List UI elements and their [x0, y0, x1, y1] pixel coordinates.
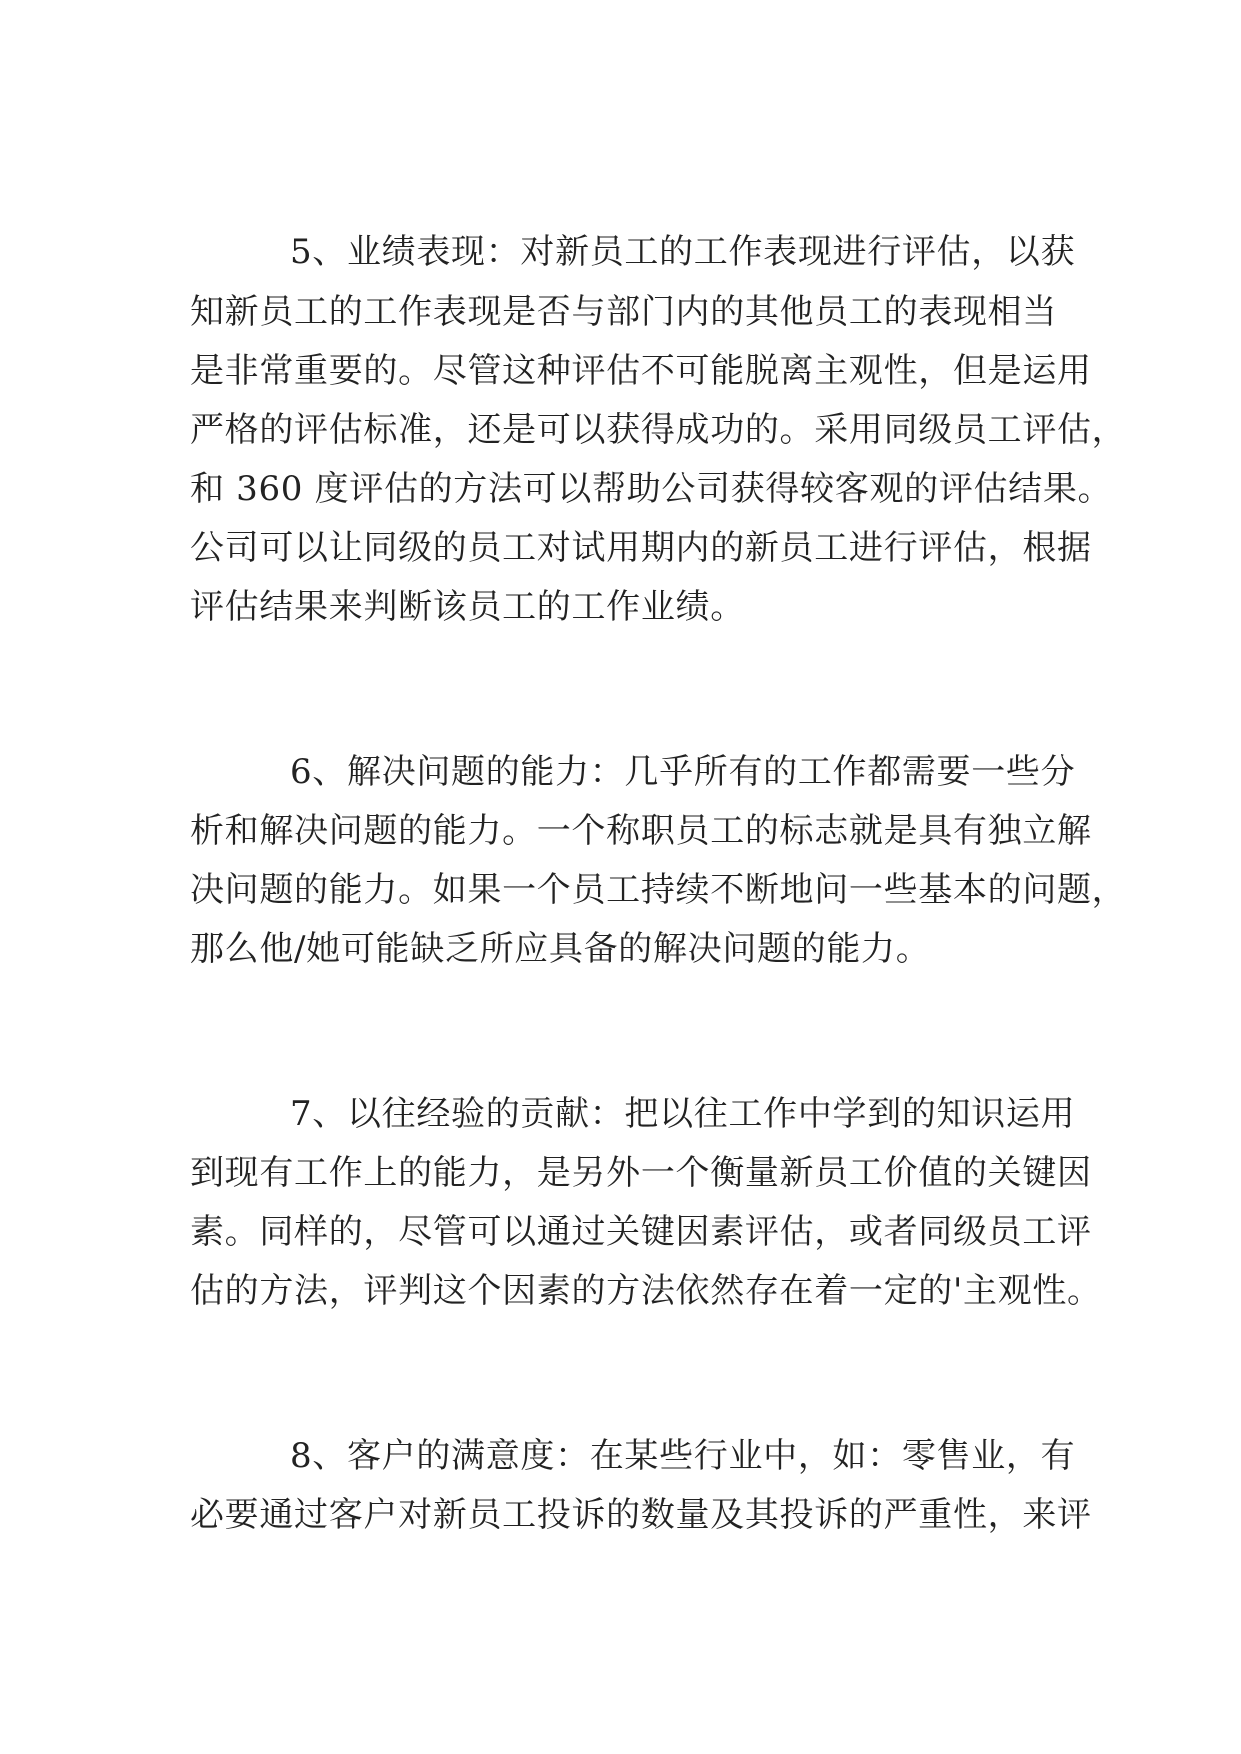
- paragraph-line: 是非常重要的。尽管这种评估不可能脱离主观性，但是运用: [190, 351, 1092, 391]
- paragraph-line: 素。同样的，尽管可以通过关键因素评估，或者同级员工评: [190, 1212, 1092, 1252]
- paragraph-line: 7、以往经验的贡献：把以往工作中学到的知识运用: [290, 1094, 1076, 1134]
- paragraph-line: 那么他/她可能缺乏所应具备的解决问题的能力。: [190, 929, 931, 969]
- paragraph-line: 析和解决问题的能力。一个称职员工的标志就是具有独立解: [190, 811, 1092, 851]
- paragraph-line: 决问题的能力。如果一个员工持续不断地问一些基本的问题，: [190, 870, 1127, 910]
- paragraph-line: 公司可以让同级的员工对试用期内的新员工进行评估，根据: [190, 528, 1092, 568]
- paragraph-line: 必要通过客户对新员工投诉的数量及其投诉的严重性，来评: [190, 1495, 1092, 1535]
- paragraph-line: 8、客户的满意度：在某些行业中，如：零售业，有: [290, 1436, 1076, 1476]
- paragraph-line: 严格的评估标准，还是可以获得成功的。采用同级员工评估，: [190, 410, 1127, 450]
- paragraph-line: 估的方法，评判这个因素的方法依然存在着一定的'主观性。: [190, 1271, 1102, 1311]
- paragraph-line: 知新员工的工作表现是否与部门内的其他员工的表现相当: [190, 292, 1057, 332]
- paragraph-line: 和 360 度评估的方法可以帮助公司获得较客观的评估结果。: [190, 469, 1113, 509]
- paragraph-line: 评估结果来判断该员工的工作业绩。: [190, 587, 745, 627]
- paragraph-line: 6、解决问题的能力：几乎所有的工作都需要一些分: [290, 752, 1076, 792]
- paragraph-line: 5、业绩表现：对新员工的工作表现进行评估，以获: [290, 232, 1076, 272]
- paragraph-line: 到现有工作上的能力，是另外一个衡量新员工价值的关键因: [190, 1153, 1092, 1193]
